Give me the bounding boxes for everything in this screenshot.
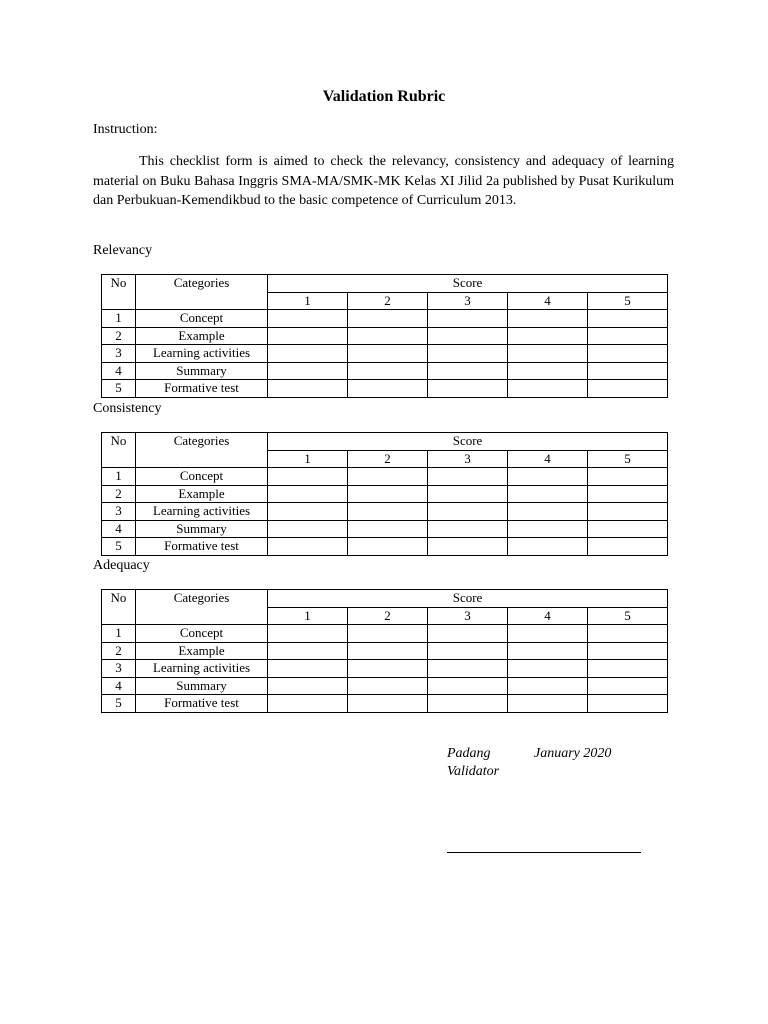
score-cell-1[interactable] (268, 503, 348, 521)
score-5-label: 5 (588, 607, 668, 625)
row-category: Formative test (136, 380, 268, 398)
score-cell-1[interactable] (268, 485, 348, 503)
table-row (102, 380, 668, 398)
score-3-label: 3 (428, 450, 508, 468)
row-category: Example (136, 327, 268, 345)
score-cell-5[interactable] (588, 642, 668, 660)
score-cell-2[interactable] (348, 503, 428, 521)
score-cell-2[interactable] (348, 625, 428, 643)
score-cell-2[interactable] (348, 310, 428, 328)
header-no: No (102, 275, 136, 310)
score-cell-3[interactable] (428, 538, 508, 556)
score-cell-5[interactable] (588, 677, 668, 695)
score-cell-3[interactable] (428, 327, 508, 345)
score-2-label: 2 (348, 607, 428, 625)
score-cell-1[interactable] (268, 642, 348, 660)
adequacy-table (101, 589, 668, 713)
table-row (102, 345, 668, 363)
score-cell-4[interactable] (508, 327, 588, 345)
score-cell-1[interactable] (268, 677, 348, 695)
score-cell-3[interactable] (428, 310, 508, 328)
score-cell-3[interactable] (428, 468, 508, 486)
score-cell-4[interactable] (508, 485, 588, 503)
score-3-label: 3 (428, 292, 508, 310)
row-category: Learning activities (136, 660, 268, 678)
score-cell-1[interactable] (268, 660, 348, 678)
row-no: 2 (102, 642, 136, 660)
row-category: Example (136, 642, 268, 660)
table-row (102, 677, 668, 695)
score-cell-3[interactable] (428, 503, 508, 521)
row-no: 1 (102, 468, 136, 486)
score-cell-5[interactable] (588, 310, 668, 328)
score-cell-2[interactable] (348, 380, 428, 398)
row-no: 2 (102, 327, 136, 345)
row-no: 5 (102, 695, 136, 713)
score-cell-4[interactable] (508, 310, 588, 328)
section-label-adequacy: Adequacy (93, 558, 150, 573)
row-category: Concept (136, 625, 268, 643)
document-title: Validation Rubric (322, 88, 446, 105)
score-cell-3[interactable] (428, 520, 508, 538)
score-cell-2[interactable] (348, 695, 428, 713)
score-cell-4[interactable] (508, 625, 588, 643)
instruction-label: Instruction: (93, 122, 158, 137)
section-label-consistency: Consistency (93, 401, 162, 416)
score-cell-4[interactable] (508, 695, 588, 713)
row-no: 1 (102, 310, 136, 328)
score-1-label: 1 (268, 292, 348, 310)
score-cell-5[interactable] (588, 362, 668, 380)
row-no: 1 (102, 625, 136, 643)
score-cell-3[interactable] (428, 345, 508, 363)
row-no: 5 (102, 538, 136, 556)
table-header-row (102, 590, 668, 608)
score-cell-2[interactable] (348, 362, 428, 380)
score-cell-3[interactable] (428, 485, 508, 503)
score-cell-1[interactable] (268, 538, 348, 556)
score-cell-5[interactable] (588, 520, 668, 538)
score-cell-5[interactable] (588, 485, 668, 503)
row-no: 4 (102, 520, 136, 538)
score-4-label: 4 (508, 607, 588, 625)
score-cell-5[interactable] (588, 468, 668, 486)
score-cell-2[interactable] (348, 327, 428, 345)
instruction-paragraph: This checklist form is aimed to check the relevancy, consistency and adequacy of learning material on Buku Bahasa Inggris SMA-MA/SMK-MK Kelas XI Jilid 2a published by Pusat Kurikulum dan Perbukuan-Kemendikbud to the basic competence of Curriculum 2013. (93, 154, 674, 208)
score-cell-3[interactable] (428, 660, 508, 678)
score-2-label: 2 (348, 450, 428, 468)
score-cell-4[interactable] (508, 520, 588, 538)
score-cell-5[interactable] (588, 345, 668, 363)
score-4-label: 4 (508, 450, 588, 468)
score-cell-3[interactable] (428, 362, 508, 380)
row-category: Summary (136, 677, 268, 695)
score-cell-2[interactable] (348, 520, 428, 538)
table-row (102, 310, 668, 328)
table-header-row (102, 433, 668, 451)
signature-role: Validator (447, 764, 500, 779)
score-cell-5[interactable] (588, 327, 668, 345)
score-cell-3[interactable] (428, 695, 508, 713)
row-category: Formative test (136, 538, 268, 556)
score-cell-1[interactable] (268, 345, 348, 363)
score-cell-1[interactable] (268, 380, 348, 398)
score-cell-2[interactable] (348, 677, 428, 695)
score-cell-4[interactable] (508, 380, 588, 398)
table-row (102, 642, 668, 660)
header-categories: Categories (136, 590, 268, 625)
score-cell-2[interactable] (348, 538, 428, 556)
score-cell-1[interactable] (268, 625, 348, 643)
score-cell-4[interactable] (508, 642, 588, 660)
row-category: Summary (136, 520, 268, 538)
header-categories: Categories (136, 433, 268, 468)
row-no: 3 (102, 503, 136, 521)
row-category: Learning activities (136, 503, 268, 521)
score-cell-4[interactable] (508, 677, 588, 695)
score-cell-3[interactable] (428, 380, 508, 398)
signature-place: Padang (447, 746, 491, 761)
score-cell-2[interactable] (348, 642, 428, 660)
score-cell-4[interactable] (508, 660, 588, 678)
header-categories: Categories (136, 275, 268, 310)
table-row (102, 362, 668, 380)
relevancy-table (101, 274, 668, 398)
score-cell-3[interactable] (428, 625, 508, 643)
row-no: 4 (102, 677, 136, 695)
table-row (102, 695, 668, 713)
score-cell-4[interactable] (508, 538, 588, 556)
score-cell-4[interactable] (508, 468, 588, 486)
score-cell-5[interactable] (588, 695, 668, 713)
score-3-label: 3 (428, 607, 508, 625)
table-row (102, 520, 668, 538)
score-cell-5[interactable] (588, 503, 668, 521)
score-4-label: 4 (508, 292, 588, 310)
section-label-relevancy: Relevancy (93, 243, 153, 258)
score-cell-3[interactable] (428, 677, 508, 695)
score-cell-5[interactable] (588, 625, 668, 643)
row-no: 5 (102, 380, 136, 398)
table-row (102, 327, 668, 345)
header-score: Score (268, 433, 668, 451)
score-cell-4[interactable] (508, 362, 588, 380)
header-score: Score (268, 590, 668, 608)
score-5-label: 5 (588, 292, 668, 310)
row-category: Learning activities (136, 345, 268, 363)
table-row (102, 468, 668, 486)
row-category: Formative test (136, 695, 268, 713)
row-category: Concept (136, 468, 268, 486)
table-row (102, 660, 668, 678)
header-score: Score (268, 275, 668, 293)
score-cell-1[interactable] (268, 362, 348, 380)
score-cell-4[interactable] (508, 503, 588, 521)
signature-date: January 2020 (534, 746, 612, 761)
table-row (102, 503, 668, 521)
score-5-label: 5 (588, 450, 668, 468)
score-cell-1[interactable] (268, 327, 348, 345)
score-cell-1[interactable] (268, 520, 348, 538)
score-cell-2[interactable] (348, 485, 428, 503)
row-no: 2 (102, 485, 136, 503)
score-cell-2[interactable] (348, 345, 428, 363)
row-no: 3 (102, 660, 136, 678)
row-no: 4 (102, 362, 136, 380)
score-cell-3[interactable] (428, 642, 508, 660)
table-row (102, 538, 668, 556)
row-no: 3 (102, 345, 136, 363)
table-header-row (102, 275, 668, 293)
row-category: Example (136, 485, 268, 503)
score-1-label: 1 (268, 607, 348, 625)
row-category: Summary (136, 362, 268, 380)
row-category: Concept (136, 310, 268, 328)
score-cell-5[interactable] (588, 538, 668, 556)
table-row (102, 625, 668, 643)
signature-line[interactable] (447, 852, 641, 853)
header-no: No (102, 590, 136, 625)
score-cell-4[interactable] (508, 345, 588, 363)
score-cell-1[interactable] (268, 468, 348, 486)
score-cell-1[interactable] (268, 310, 348, 328)
score-cell-2[interactable] (348, 468, 428, 486)
score-1-label: 1 (268, 450, 348, 468)
score-cell-1[interactable] (268, 695, 348, 713)
score-cell-2[interactable] (348, 660, 428, 678)
score-cell-5[interactable] (588, 660, 668, 678)
consistency-table (101, 432, 668, 556)
score-2-label: 2 (348, 292, 428, 310)
score-cell-5[interactable] (588, 380, 668, 398)
table-row (102, 485, 668, 503)
header-no: No (102, 433, 136, 468)
